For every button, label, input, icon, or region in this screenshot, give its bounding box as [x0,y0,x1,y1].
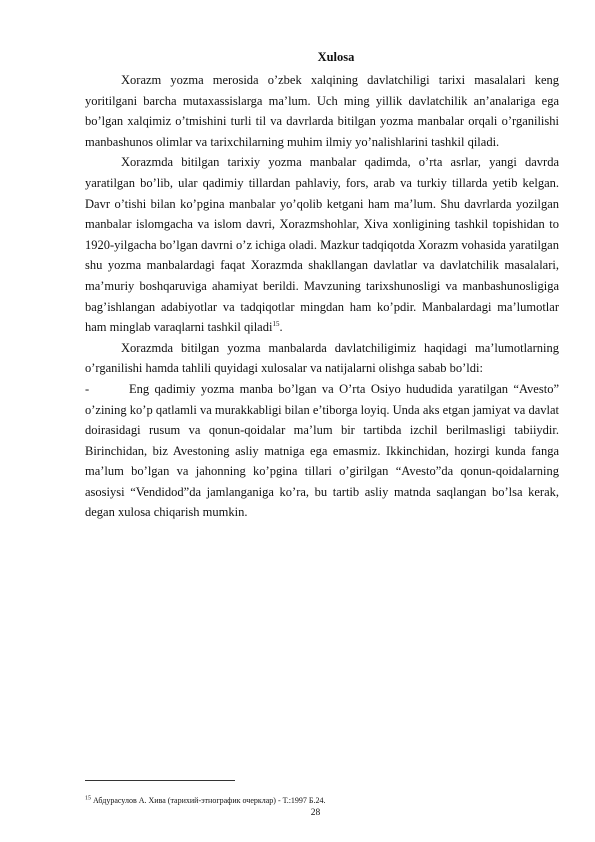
paragraph-2 [85,152,559,337]
section-title: Xulosa [317,50,355,64]
footnote-reference[interactable]: 15 [272,319,280,328]
footnote-number: 15 [85,795,91,802]
paragraph-2-end: . [279,320,283,335]
body-text [85,70,559,523]
dash-paragraph-text: Eng qadimiy yozma manba bo’lgan va O’rta Osiyo hududida yaratilgan “Avesto” o’zining ko’p qatlamli va murakkabligi bilan e’tiborga loyiq. Unda aks etgan jamiyat va davlat doirasidagi rusum va qonun-qoidalar ma’lum bir tartibda izchil berilmasligi tabiiydir. Birinchidan, biz Avestoning asliy matniga ega emasmiz. Ikkinchidan, hozirgi kunda fanga ma’lum bo’lgan va jahonning ko’pgina tillari o’girilgan “Avesto”da qonun-qoidalarning asosiysi “Vendidod”da jamlanganiga ko’ra, bu tartib asliy matnda saqlangan bo’lsa kerak, degan xulosa chiqarish mumkin. [85,381,559,520]
paragraph-3: Xorazmda bitilgan yozma manbalarda davlatchiligimiz haqidagi ma’lumotlarning o’rganilishi hamda tahlili quyidagi xulosalar va natijalarni olishga sabab bo’ldi: [85,340,559,376]
footnote-separator [85,780,235,781]
footnote [85,796,326,805]
dash-paragraph [85,379,559,523]
page-number: 28 [310,808,321,818]
paragraph-1: Xorazm yozma merosida o’zbek xalqining davlatchiligi tarixi masalalari keng yoritilgani barcha mutaxassislarga ma’lum. Uch ming yillik davlatchilik an’analariga ega bo’lgan xalqimiz o’tmishini turli til va davrlarda bitilgan yozma manbalar orqali o’rganilishi manbashunos olimlar va tarixchilarning muhim ilmiy yo’nalishlarini tashkil qiladi. [85,73,559,149]
paragraph-2-text: Xorazmda bitilgan tarixiy yozma manbalar qadimda, o’rta asrlar, yangi davrda yaratilgan bo’lib, ular qadimiy tillardan pahlaviy, fors, arab va turkiy tillarda yetib kelgan. Davr o’tishi bilan ko’pgina manbalar yo’qolib ketgani ham ma’lum. Shu davrlarda yozilgan manbalar islomgacha va islom davri, Xorazmshohlar, Xiva xonligining tashkil topishidan to 1920-yilgacha bo’lgan davrni o’z ichiga oladi. Mazkur tadqiqotda Xorazm vohasida yaratilgan shu yozma manbalardagi faqat Xorazmda shakllangan davlatlar va davlatchilik masalalari, ma’muriy boshqaruviga ahamiyat berildi. Mavzuning tarixshunosligi va manbashunosligiga bag’ishlangan adabiyotlar va tadqiqotlar mingdan ham ko’pdir. Manbalardagi ma’lumotlar ham minglab varaqlarni tashkil qiladi [85,155,559,335]
dash-bullet: - [85,381,90,396]
footnote-text: Абдурасулов А. Хива (тарихий-этнографик очерклар) - Т.:1997 Б.24. [91,796,326,805]
